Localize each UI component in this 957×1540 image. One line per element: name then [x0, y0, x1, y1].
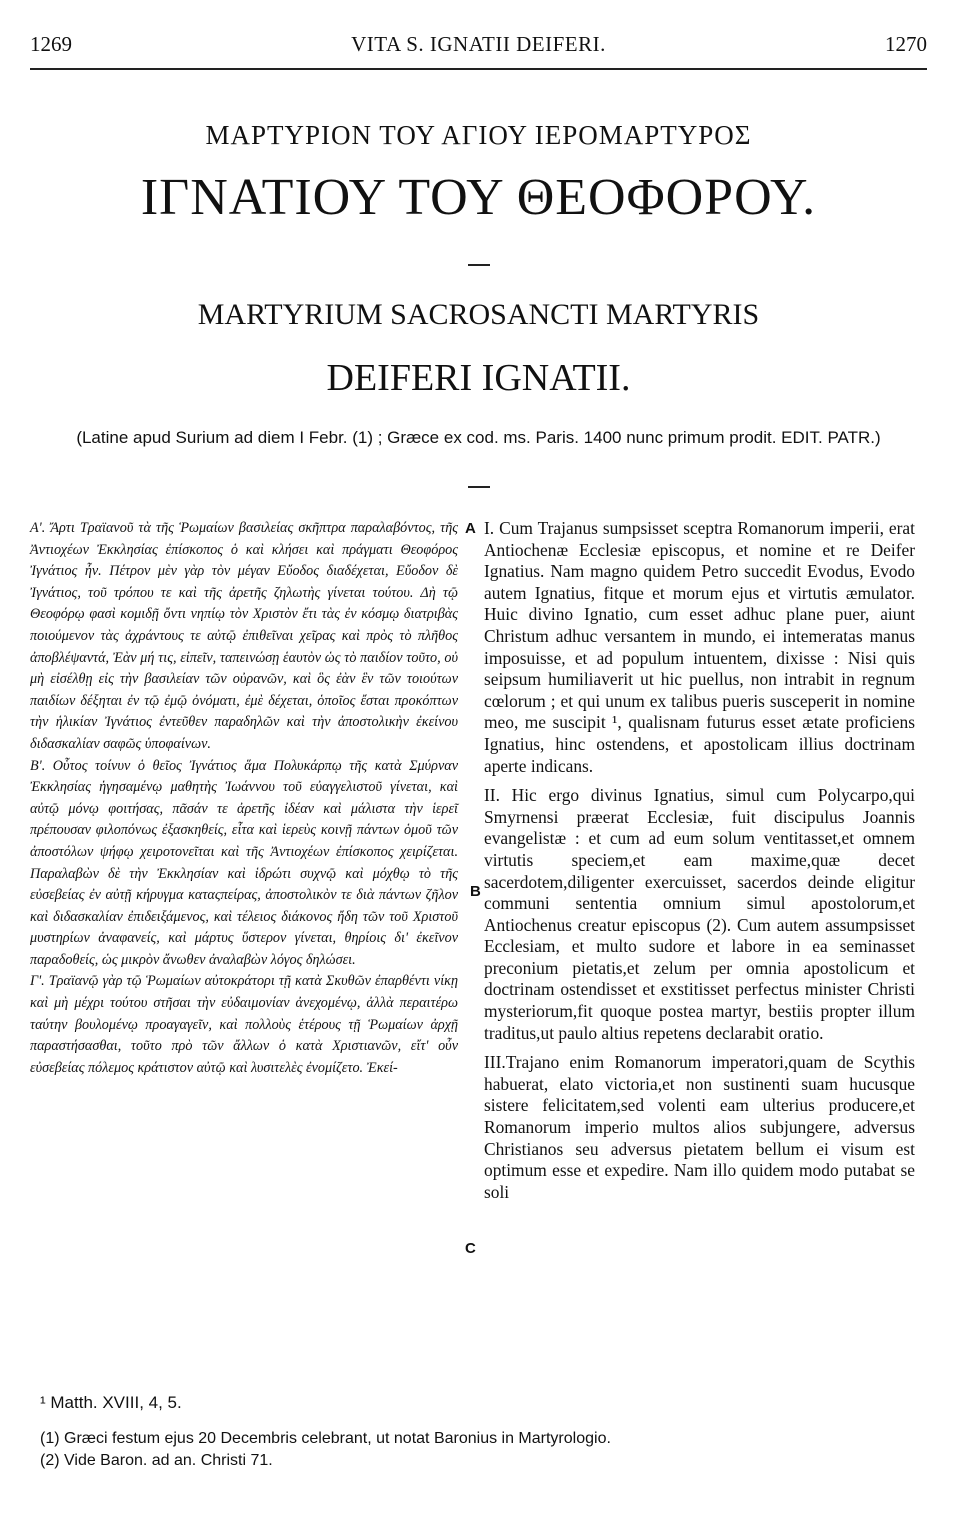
title-divider — [468, 264, 490, 266]
running-title: VITA S. IGNATII DEIFERI. — [351, 32, 606, 56]
greek-paragraph-3: Γ'. Τραϊανῷ γὰρ τῷ Ῥωμαίων αὐτοκράτορι τῇ κατὰ Σκυθῶν ἐπαρθέντι νίκῃ καὶ μὴ μέχρι τούτου στῆσαι τὴν εὐδαιμονίαν ἀνεχομένῳ, ἀλλὰ περαιτέρω ταύτην βουλομένῳ προαγαγεῖν, καὶ πολλοὺς ἑτέρους τῇ Ῥωμαίων ἀρχῇ παραστήσασθαι, τοῦτο πρὸ τῶν ἄλλων ὁ κατὰ Χριστιανῶν, εἴτ' οὖν εὐσεβείας πόλεμος κράτιστον αὐτῷ καὶ λυσιτελὲς ἐνομίζετο. Ἐκεί- — [30, 973, 458, 1076]
running-header — [30, 32, 927, 60]
margin-mark-a: A — [465, 520, 476, 537]
greek-title-line1: ΜΑΡΤΥΡΙΟΝ ΤΟΥ ΑΓΙΟΥ ΙΕΡΟΜΑΡΤΥΡΟΣ — [205, 120, 752, 150]
editorial-footnotes — [40, 1428, 611, 1472]
latin-paragraph-1: I. Cum Trajanus sumpsisset sceptra Romanorum imperii, erat Antiochenæ Ecclesiæ episcopus, et nomine et re Deifer Ignatius. Nam magno quidem Petro succedit Evodus, Evodo autem Ignatius, fitque et morum ejus et virtutis æmulator. Huic divino Ignatio, cum esset adhuc plane puer, aiunt Christum adhuc versantem in mundo, ei intemeratas manus imposuisse, et ad populum intuentem, dixisse : Nisi quis seipsum humiliaverit ut hic puellus, non intrabit in regnum cœlorum ; et qui unum ex talibus pueris susceperit in nomine meo, me suscipit ¹, qualisnam futurus esset ætate proficiens Ignatius, hinc ostendens, et apostolicam illius doctrinam aperte indicans. — [484, 518, 915, 776]
margin-mark-b: B — [470, 883, 481, 900]
page-number-left: 1269 — [30, 32, 72, 56]
latin-paragraph-3: III.Trajano enim Romanorum imperatori,quam de Scythis habuerat, elato victoria,et non sustinenti suam hucusque sistere felicitatem,sed volenti eam ulterius producere,et Romanorum imperio multos alios subjungere, adversus Christianos seu adversus pietatem bellum ei visum est optimum esse et expedire. Nam illo quidem modo putabat se soli — [484, 1052, 915, 1202]
footnote-1: (1) Græci festum ejus 20 Decembris celebrant, ut notat Baronius in Martyrologio. — [40, 1430, 611, 1447]
scripture-footnote: ¹ Matth. XVIII, 4, 5. — [40, 1393, 182, 1412]
source-note: (Latine apud Surium ad diem I Febr. (1) ; Græce ex cod. ms. Paris. 1400 nunc primum prodit. EDIT. PATR.) — [76, 428, 881, 447]
greek-paragraph-1: Α'. Ἄρτι Τραϊανοῦ τὰ τῆς Ῥωμαίων βασιλείας σκῆπτρα παραλαβόντος, τῆς Ἀντιοχέων Ἐκκλησίας ἐπίσκοπος ὁ καὶ κλήσει καὶ πράγματι Θεοφόρος Ἰγνάτιος ἦν. Πέτρον μὲν γὰρ τὸν μέγαν Εὔοδος διαδέχεται, Εὔοδον δὲ Ἰγνάτιος, τοῦ τρόπου τε καὶ τῆς ἀρετῆς ζηλωτὴς γίνεται τούτου. Δὴ τῷ Θεοφόρῳ φασὶ κομιδῇ ὄντι νηπίῳ τὸν Χριστὸν ἔτι τὰς ἐν κόσμῳ διατριβὰς ποιούμενον τὰς ἀχράντους τε αὐτῷ ἐπιθεῖναι χεῖρας καὶ πρὸς τὸ πλῆθος ἀποβλέψαντά, Ἐὰν μή τις, εἰπεῖν, ταπεινώσῃ ἑαυτὸν ὡς τὸ παιδίον τοῦτο, οὐ μὴ εἰσέλθῃ εἰς τὴν βασιλείαν τῶν οὐρανῶν, καὶ ὃς ἐὰν ἓν τῶν τοιούτων παιδίων δέξηται ἐν τῷ ἐμῷ ὀνόματι, ἐμὲ δέχεται, ὁποῖος ἔσται προκόπτων τὴν ἡλικίαν Ἰγνάτιος ἐντεῦθεν παραδηλῶν καὶ τὴν ἀποστολικὴν ἐκείνου διδασκαλίαν σαφῶς ὑποφαίνων. — [30, 520, 458, 752]
margin-mark-c: C — [465, 1240, 476, 1257]
latin-title-line2: DEIFERI IGNATII. — [326, 357, 631, 399]
greek-column — [30, 518, 458, 1079]
page-number-right: 1270 — [885, 32, 927, 56]
section-divider — [468, 486, 490, 488]
greek-paragraph-2: Β'. Οὗτος τοίνυν ὁ θεῖος Ἰγνάτιος ἅμα Πολυκάρπῳ τῆς κατὰ Σμύρναν Ἐκκλησίας ἡγησαμένῳ μαθητὴς Ἰωάννου τοῦ εὐαγγελιστοῦ γίνεται, καὶ αὐτῷ μόνῳ φοιτήσας, πᾶσάν τε ἀρετῆς ἰδέαν καὶ μάλιστα τὴν ἱερεῖ πρέπουσαν φιλοπόνως ἐξασκηθείς, εἶτα καὶ ἱερεὺς κοινῇ πάντων ὁμοῦ τῶν ἀποστόλων ψήφῳ χειροτονεῖται καὶ τῆς Ἀντιοχέων ἐπίσκοπος χειρίζεται. Παραλαβὼν δὲ τὴν Ἐκκλησίαν καὶ ἱδρώτι συχνῷ καὶ μόχθῳ τὸ τῆς εὐσεβείας ἐν αὐτῇ κήρυγμα καταςπείρας, ἀποστολικὸν τε διὰ πάντων ζῆλον καὶ διδασκαλίαν ἐπιδειξάμενος, καὶ τέλειος διάκονος ἤδη τῶν τοῦ Χριστοῦ μυστηρίων ἀναφανείς, καὶ μάρτυς ὕστερον γίνεται, θηρίοις δι' ἐκεῖνον παραδοθείς, ὡς μικρὸν ἄνωθεν ἀναλαβὼν λόγος δηλώσει. — [30, 757, 458, 968]
footnote-2: (2) Vide Baron. ad an. Christi 71. — [40, 1452, 273, 1469]
latin-column — [484, 518, 915, 1203]
greek-title-line2: ΙΓΝΑΤΙΟΥ ΤΟΥ ΘΕΟΦΟΡΟΥ. — [140, 169, 817, 226]
latin-paragraph-2: II. Hic ergo divinus Ignatius, simul cum Polycarpo,qui Smyrnensi præerat Ecclesiæ, fuit discipulus Joannis evangelistæ : et cum ad eum solum ventitasset,et omnem virtutis speciem,et eam maxime,quæ decet sacerdotem,diligenter exercuisset, sacerdos deinde eligitur communi sententia omnium simul apostolorum,et Antiochenus creatur episcopus (2). Cum autem assumpsisset Ecclesiam, et multo sudore et labore in ea seminasset preconium pietatis,et zelum per omnia apostolicum et doctrinam ostendisset et exstitisset perfectus minister Christi mysteriorum,fit quoque postea martyr, bestiis propter illum traditus,ut paulo altius repetens declarabit oratio. — [484, 785, 915, 1043]
header-rule — [30, 68, 927, 70]
latin-title-line1: MARTYRIUM SACROSANCTI MARTYRIS — [197, 298, 760, 331]
